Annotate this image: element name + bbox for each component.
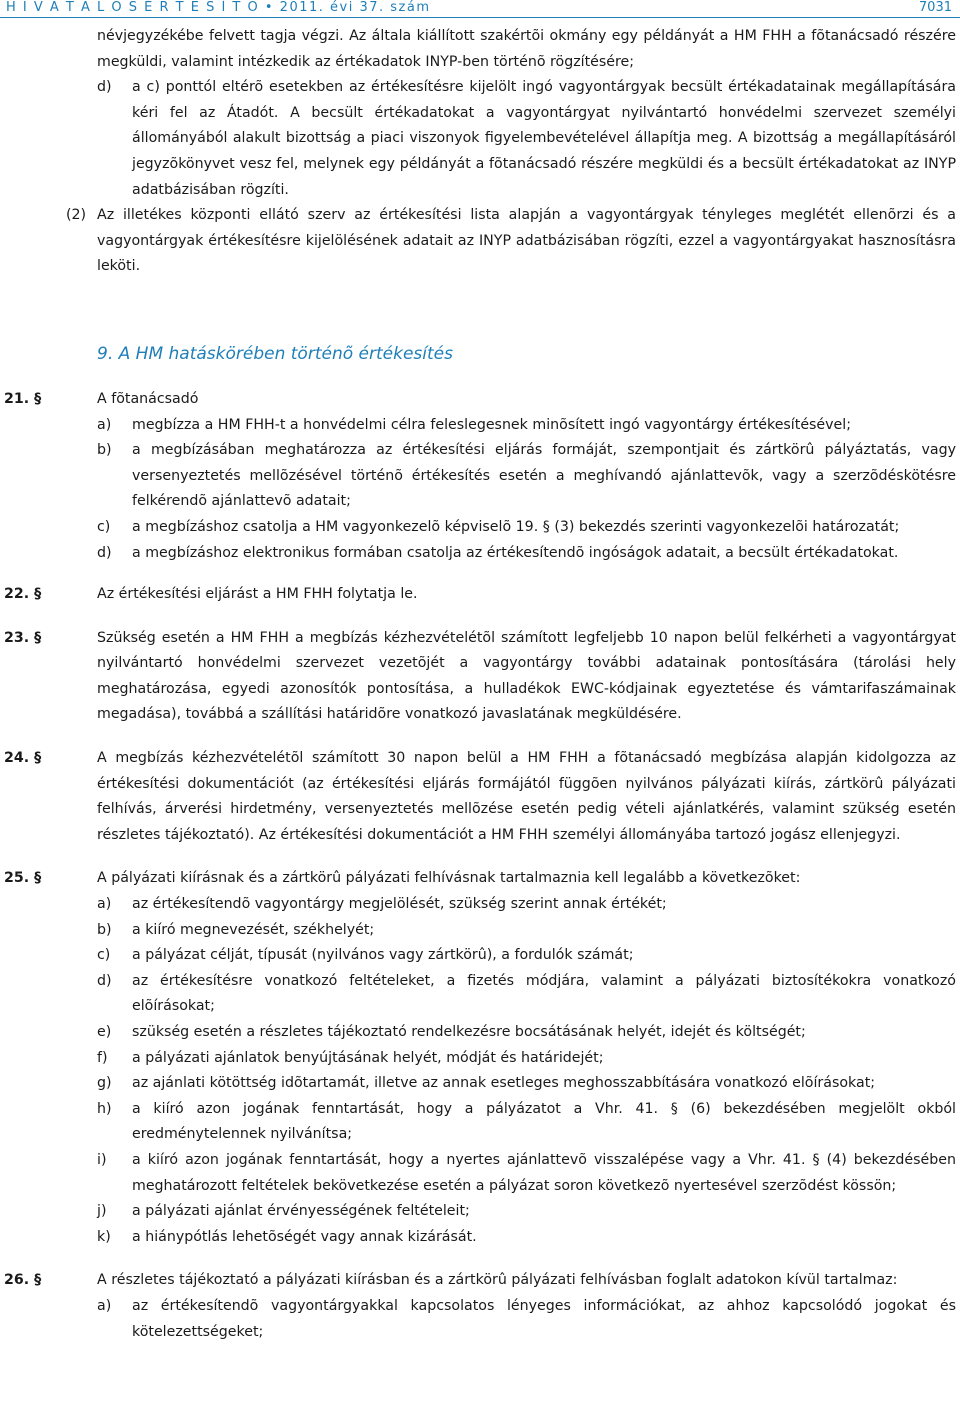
item-label: h) bbox=[97, 1100, 112, 1117]
list-item bbox=[0, 1199, 960, 1225]
list-item bbox=[0, 1225, 960, 1251]
list-item bbox=[0, 969, 960, 1020]
list-item bbox=[0, 943, 960, 969]
section-text: Szükség esetén a HM FHH a megbízás kézhezvételétõl számított legfeljebb 10 napon belül felkérheti a vagyontárgyat nyilvántartó honvédelmi szervezet vezetõjét a vagyontárgy további adatainak pontosítására (tárolási hely meghatározása, egyedi azonosítók pontosítása, a hulladékok EWC-kódjainak egyeztetése és vámtarifaszámainak megadása), továbbá a szállítási határidõre vonatkozó javaslatának megküldésére. bbox=[97, 629, 956, 723]
item-text: a c) ponttól eltérõ esetekben az értékesítésre kijelölt ingó vagyontárgyak becsült értékadatainak megállapítására kéri fel az Átadót. A becsült értékadatokat a vagyontárgyat nyilvántartó honvédelmi szervezet személyi állományából alakult bizottság a piaci viszonyok figyelembevételével állapítja meg. A bizottság a megállapításáról jegyzõkönyvet vesz fel, melynek egy példányát a fõtanácsadó részére megküldi és a becsült értékadatokat az INYP adatbázisában rögzíti. bbox=[132, 79, 956, 198]
list-item bbox=[0, 1097, 960, 1148]
paragraph-text: Az illetékes központi ellátó szerv az értékesítési lista alapján a vagyontárgyak tényleges meglétét ellenõrzi és a vagyontárgyak értékesítésre kijelölésének adatait az INYP adatbázisában rögzíti, ezzel a vagyontárgyakat hasznosításra leköti. bbox=[97, 207, 956, 275]
item-label: f) bbox=[97, 1049, 108, 1066]
list-item bbox=[0, 918, 960, 944]
item-label: e) bbox=[97, 1024, 112, 1040]
page-header bbox=[0, 0, 960, 17]
item-text: a megbízáshoz csatolja a HM vagyonkezelõ képviselõ 19. § (3) bekezdés szerinti vagyonkezelõi határozatát; bbox=[132, 518, 900, 535]
item-label: i) bbox=[97, 1151, 107, 1168]
list-item bbox=[0, 892, 960, 918]
item-text: az értékesítendõ vagyontárgyakkal kapcsolatos lényeges információkat, az ahhoz kapcsolódó jogokat és kötelezettségeket; bbox=[132, 1297, 956, 1340]
item-label: c) bbox=[97, 947, 111, 964]
paragraph-number: (2) bbox=[66, 207, 87, 224]
item-label: k) bbox=[97, 1228, 111, 1245]
item-text: az értékesítendõ vagyontárgy megjelölését, szükség szerint annak értékét; bbox=[132, 896, 667, 913]
item-label: d) bbox=[97, 972, 112, 989]
item-label: b) bbox=[97, 921, 112, 938]
list-item bbox=[0, 413, 960, 439]
item-label: b) bbox=[97, 442, 112, 459]
section-22 bbox=[0, 582, 960, 608]
section-24 bbox=[0, 746, 960, 848]
section-label: 23. § bbox=[4, 629, 42, 646]
item-text: a kiíró azon jogának fenntartását, hogy a pályázatot a Vhr. 41. § (6) bekezdésében megjelölt okból eredménytelennek nyilvánítsa; bbox=[132, 1100, 956, 1143]
section-label: 21. § bbox=[4, 390, 42, 407]
section-label: 24. § bbox=[4, 750, 42, 767]
list-item bbox=[0, 75, 960, 203]
section-25 bbox=[0, 866, 960, 892]
item-label: a) bbox=[97, 1297, 112, 1314]
paragraph-text: névjegyzékébe felvett tagja végzi. Az általa kiállított szakértõi okmány egy példányát a HM FHH a fõtanácsadó részére megküldi, valamint intézkedik az értékadatok INYP-ben történõ rögzítésére; bbox=[97, 28, 956, 70]
section-23 bbox=[0, 626, 960, 728]
numbered-paragraph bbox=[0, 203, 960, 280]
section-heading: 9. A HM hatáskörében történõ értékesítés bbox=[97, 343, 453, 364]
item-text: a pályázati ajánlatok benyújtásának helyét, módját és határidejét; bbox=[132, 1049, 604, 1066]
item-text: megbízza a HM FHH-t a honvédelmi célra feleslegesnek minõsített ingó vagyontárgy értékesítésével; bbox=[132, 416, 852, 433]
item-text: a pályázat célját, típusát (nyilvános vagy zártkörû), a fordulók számát; bbox=[132, 947, 634, 964]
list-item bbox=[0, 1071, 960, 1097]
item-text: a megbízáshoz elektronikus formában csatolja az értékesítendõ ingóságok adatait, a becsült értékadatokat. bbox=[132, 544, 899, 561]
item-text: a pályázati ajánlat érvényességének feltételeit; bbox=[132, 1203, 470, 1220]
item-text: szükség esetén a részletes tájékoztató rendelkezésre bocsátásának helyét, idejét és költségét; bbox=[132, 1024, 806, 1040]
section-text: A fõtanácsadó bbox=[97, 390, 199, 407]
list-item bbox=[0, 438, 960, 515]
item-label: d) bbox=[97, 544, 112, 561]
header-divider bbox=[0, 17, 960, 18]
item-text: a hiánypótlás lehetõségét vagy annak kizárását. bbox=[132, 1228, 477, 1245]
publication-title: H I V A T A L O S É R T E S Í T Õ • 2011. évi 37. szám bbox=[6, 0, 431, 15]
item-text: az ajánlati kötöttség idõtartamát, illetve az annak esetleges meghosszabbítására vonatkozó elõírásokat; bbox=[132, 1075, 876, 1092]
item-label: d) bbox=[97, 79, 112, 96]
section-label: 25. § bbox=[4, 870, 42, 887]
list-item bbox=[0, 1148, 960, 1199]
item-label: j) bbox=[97, 1203, 107, 1220]
section-text: Az értékesítési eljárást a HM FHH folytatja le. bbox=[97, 586, 418, 603]
item-text: a megbízásában meghatározza az értékesítési eljárás formáját, szempontjait és zártkörû pályáztatás, vagy versenyeztetés mellõzésével történõ értékesítés esetén a meghívandó ajánlattevõk, vagy a szerzõdéskötésre felkérendõ ajánlattevõ adatait; bbox=[132, 442, 956, 510]
item-text: az értékesítésre vonatkozó feltételeket, a fizetés módjára, valamint a pályázati biztosítékokra vonatkozó elõírásokat; bbox=[132, 972, 956, 1015]
document-body bbox=[0, 24, 960, 1345]
section-26 bbox=[0, 1268, 960, 1294]
item-text: a kiíró azon jogának fenntartását, hogy a nyertes ajánlattevõ visszalépése vagy a Vhr. 41. § (4) bekezdésében meghatározott feltételek bekövetkezése esetén a pályázat soron következõ nyertesével szerzõdést kössön; bbox=[132, 1151, 956, 1194]
item-label: c) bbox=[97, 518, 111, 535]
list-item bbox=[0, 515, 960, 541]
item-label: a) bbox=[97, 896, 112, 913]
list-item bbox=[0, 1020, 960, 1046]
list-item bbox=[0, 541, 960, 567]
item-label: g) bbox=[97, 1075, 112, 1092]
section-21 bbox=[0, 387, 960, 413]
page-number: 7031 bbox=[918, 0, 952, 15]
section-text: A részletes tájékoztató a pályázati kiírásban és a zártkörû pályázati felhívásban foglalt adatokon kívül tartalmaz: bbox=[97, 1272, 898, 1289]
section-text: A pályázati kiírásnak és a zártkörû pályázati felhívásnak tartalmaznia kell legalább a következõket: bbox=[97, 870, 801, 887]
continuation-paragraph bbox=[0, 24, 960, 75]
section-text: A megbízás kézhezvételétõl számított 30 napon belül a HM FHH a fõtanácsadó megbízása alapján kidolgozza az értékesítési dokumentációt (az értékesítési eljárás formájától függõen nyilvános pályázati kiírás, zártkörû pályázati felhívás, árverési hirdetmény, versenyeztetés mellõzése esetén pedig vételi ajánlatkérés, valamint szükség esetén részletes tájékoztató). Az értékesítési dokumentációt a HM FHH személyi állományába tartozó jogász ellenjegyzi. bbox=[97, 750, 956, 843]
section-label: 22. § bbox=[4, 586, 42, 603]
list-item bbox=[0, 1294, 960, 1345]
item-label: a) bbox=[97, 416, 112, 433]
item-text: a kiíró megnevezését, székhelyét; bbox=[132, 921, 375, 938]
list-item bbox=[0, 1046, 960, 1072]
section-label: 26. § bbox=[4, 1272, 42, 1289]
